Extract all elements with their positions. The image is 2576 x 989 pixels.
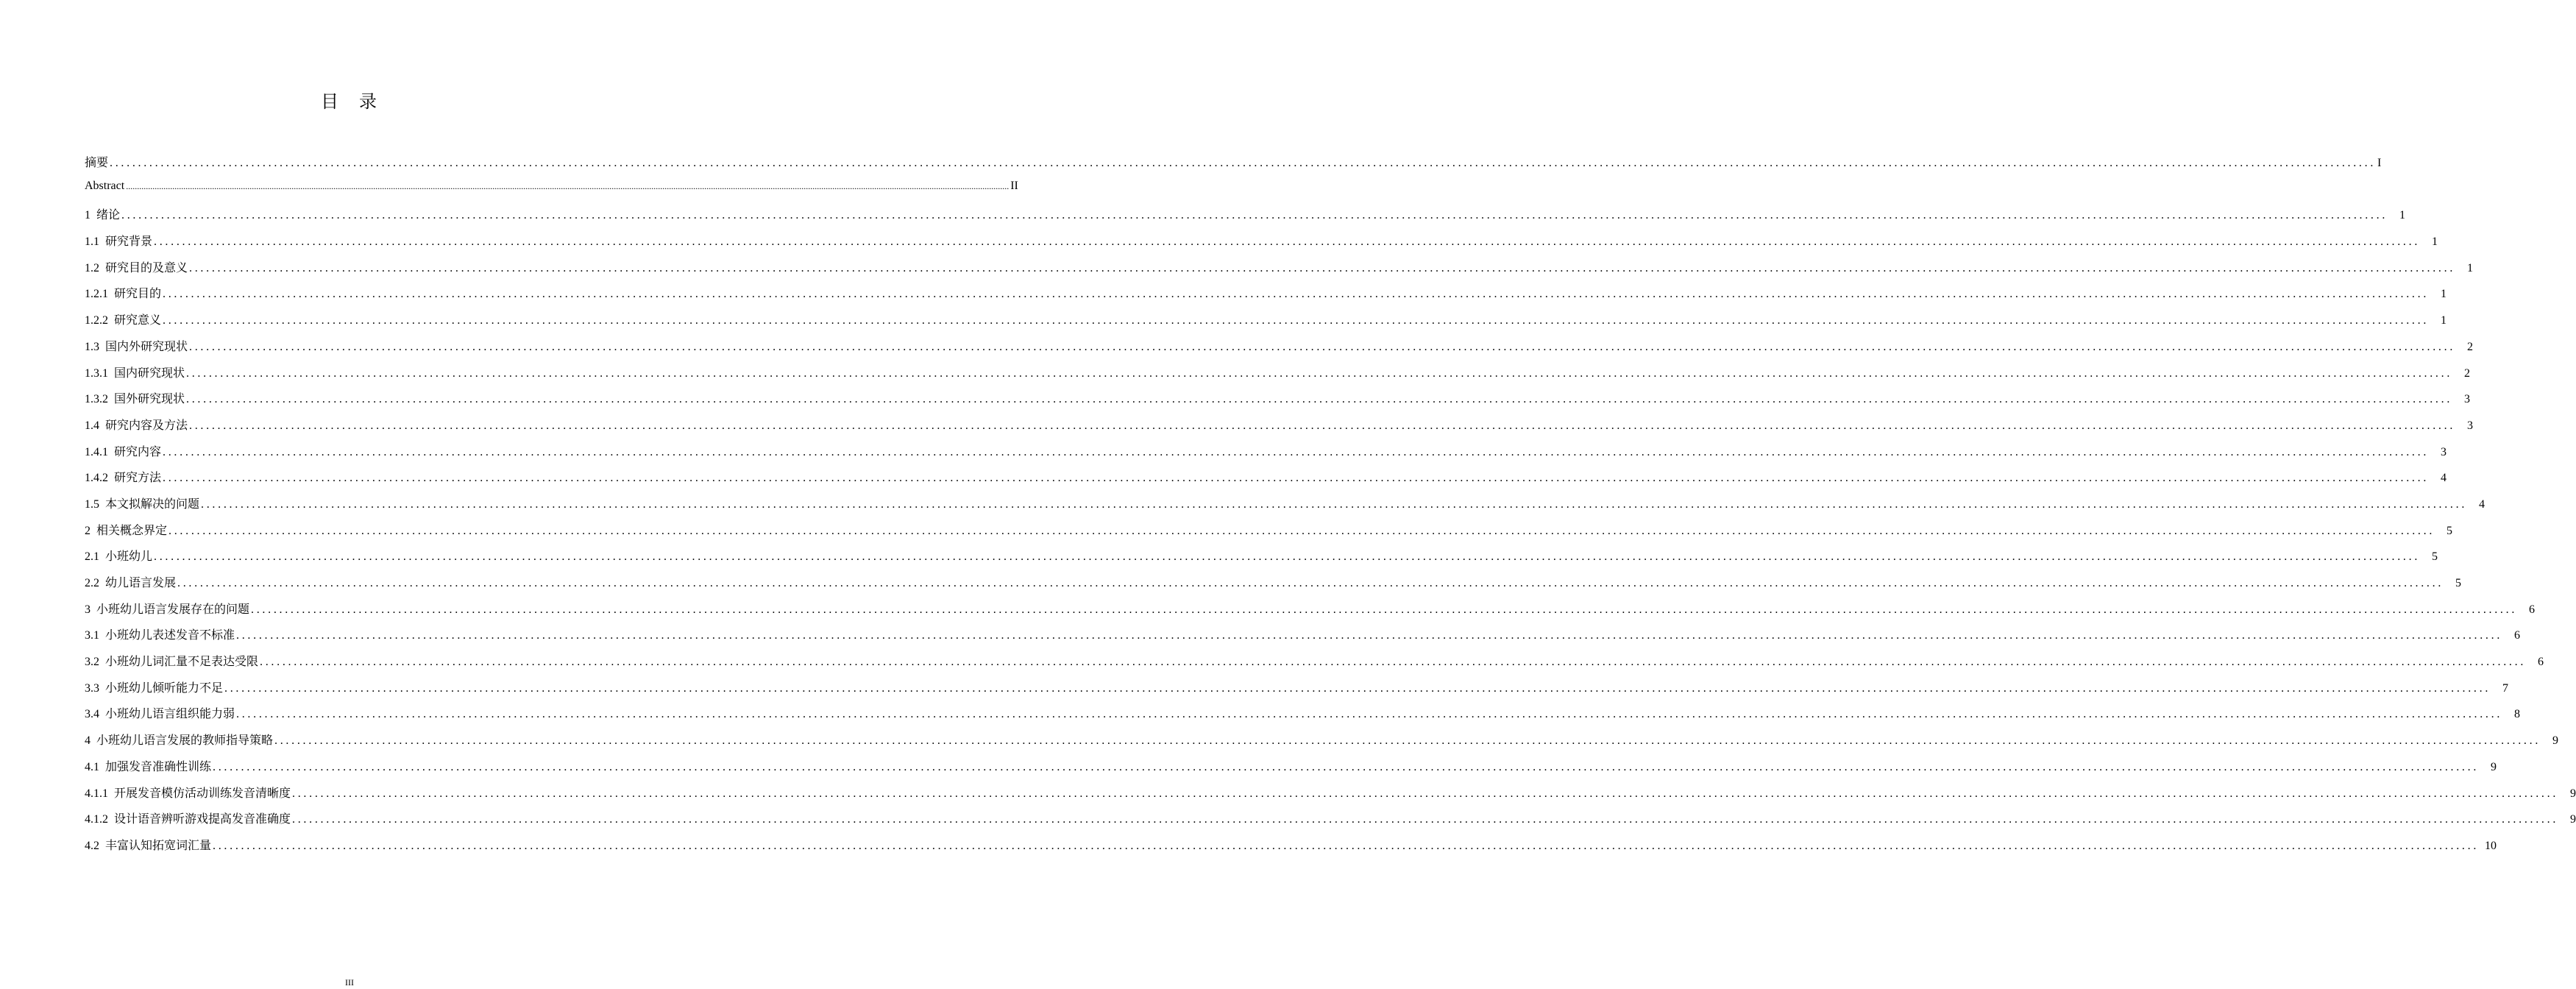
toc-entry[interactable]: [85, 468, 2447, 494]
toc-entry-title: 幼儿语言发展: [105, 577, 177, 589]
toc-entry-page: 1: [2441, 314, 2447, 327]
dot-leader: ................................................................................................................................................................................................................................................................................................................................................................................................................: [177, 577, 2444, 589]
page-number-footer: III: [345, 977, 354, 988]
toc-entry-label: [85, 678, 223, 695]
toc-entry[interactable]: [85, 521, 2453, 547]
toc-entry-label: [85, 573, 176, 590]
toc-entry-title: 小班幼儿词汇量不足表达受限: [105, 656, 259, 669]
toc-entry-page: 10: [2485, 839, 2497, 852]
toc-entry-number: 1.2.1: [85, 288, 108, 301]
toc-entry-title: 研究目的及意义: [105, 261, 188, 274]
toc-entry-label: [85, 494, 199, 511]
toc-entry-title: Abstract: [85, 179, 125, 192]
toc-entry[interactable]: [85, 179, 1018, 206]
dot-leader: ................................................................................................................................................................................................................................................................................................................................................................................................................: [154, 550, 2421, 564]
toc-entry-page: 5: [2447, 524, 2453, 537]
toc-entry[interactable]: [85, 731, 2559, 757]
toc-entry-label: [85, 731, 273, 748]
toc-entry[interactable]: [85, 442, 2447, 469]
toc-entry-number: 1: [85, 209, 91, 222]
toc-entry-label: [85, 284, 161, 301]
dot-leader: ................................................................................................................................................................................................................................................................................................................................................................................................................: [163, 445, 2430, 458]
toc-entry-number: 4: [85, 734, 91, 748]
toc-entry[interactable]: [85, 784, 2576, 810]
toc-entry-title: 国内外研究现状: [105, 340, 188, 353]
toc-entry-title: 小班幼儿倾听能力不足: [105, 681, 224, 695]
toc-entry-page: 1: [2441, 288, 2447, 301]
toc-entry-title: 摘要: [85, 157, 109, 169]
toc-entry-number: 3.1: [85, 629, 99, 642]
dot-leader: ................................................................................................................................................................................................................................................................................................................................................................................................................: [224, 681, 2491, 695]
dot-leader: ................................................................................................................................................................................................................................................................................................................................................................................................................: [168, 524, 2435, 537]
toc-entry-page: 2: [2464, 366, 2471, 380]
toc-entry-number: 1.3: [85, 340, 99, 353]
toc-entry-page: I: [2377, 157, 2382, 169]
dot-leader: ................................................................................................................................................................................................................................................................................................................................................................................................................: [186, 393, 2453, 406]
toc-entry-title: 研究内容: [114, 445, 162, 458]
dot-leader: ................................................................................................................................................................................................................................................................................................................................................................................................................: [163, 314, 2430, 327]
toc-entry-number: 3.2: [85, 656, 99, 669]
toc-entry-page: 1: [2432, 235, 2438, 249]
dot-leader: ................................................................................................................................................................................................................................................................................................................................................................................................................: [236, 708, 2503, 721]
toc-entry-label: [85, 757, 211, 774]
toc-entry-title: 研究目的: [114, 288, 162, 301]
dot-leader: ................................................................................................................................................................................................................................................................................................................................................................................................................: [201, 497, 2468, 511]
toc-entry-label: [85, 836, 211, 853]
toc-entry-title: 研究方法: [114, 472, 162, 485]
toc-entry-number: 3.3: [85, 681, 99, 695]
toc-entry-page: 8: [2514, 708, 2521, 721]
toc-entry-number: 4.1.2: [85, 813, 108, 826]
toc-entry-title: 研究背景: [105, 235, 153, 249]
toc-entry-label: [85, 416, 188, 433]
toc-entry[interactable]: [85, 678, 2509, 705]
toc-entry-page: 1: [2467, 261, 2474, 274]
toc-entry-label: [85, 153, 108, 170]
dot-leader: ................................................................................................................................................................................................................................................................................................................................................................................................................: [186, 366, 2453, 380]
dot-leader: ................................................................................................................................................................................................................................................................................................................................................................................................................: [163, 472, 2430, 485]
toc-entry[interactable]: [85, 416, 2474, 442]
toc-entry[interactable]: [85, 337, 2474, 364]
toc-entry-title: 研究意义: [114, 314, 162, 327]
toc-entry-number: 2: [85, 524, 91, 537]
dot-leader: ................................................................................................................................................................................................................................................................................................................................................................................................................: [260, 656, 2527, 669]
toc-entry-label: [85, 600, 249, 617]
toc-entry-title: 绪论: [96, 209, 121, 222]
toc-heading-left: 目: [321, 91, 340, 112]
toc-entry-number: 1.2: [85, 261, 99, 274]
toc-entry-number: 4.1.1: [85, 787, 108, 800]
toc-entry-page: 9: [2570, 787, 2576, 800]
dot-leader: ................................................................................................................................................................................................................................................................................................................................................................................................................: [163, 288, 2430, 301]
toc-entry-title: 小班幼儿语言发展存在的问题: [96, 603, 250, 616]
toc-entry[interactable]: [85, 284, 2447, 311]
dot-leader: ................................................................................................................................................................................................................................................................................................................................................................................................................: [189, 261, 2456, 274]
toc-entry-page: 6: [2529, 603, 2536, 616]
dot-leader: ................................................................................................................................................................................................................................................................................................................................................................................................................: [154, 235, 2421, 249]
toc-entry-number: 1.4.1: [85, 445, 108, 458]
toc-entry-title: 丰富认知拓宽词汇量: [105, 839, 212, 852]
dot-leader: ................................................................................................................................................................................................................................................................................................................................................................................................................: [213, 839, 2480, 852]
toc-entry-number: 3.4: [85, 708, 99, 721]
dot-leader: ................................................................................................................................................................................................................................................................................................................................................................................................................: [251, 603, 2518, 616]
toc-entry-page: 9: [2570, 813, 2576, 826]
toc-entry-title: 本文拟解决的问题: [105, 497, 200, 511]
toc-entry-title: 小班幼儿: [105, 550, 153, 564]
toc-entry-label: [85, 180, 124, 193]
toc-entry-number: 1.2.2: [85, 314, 108, 327]
toc-entry-number: 1.4.2: [85, 472, 108, 485]
toc-entry-page: 4: [2479, 497, 2485, 511]
toc-entry-title: 相关概念界定: [96, 524, 168, 537]
toc-heading-right: 录: [359, 91, 378, 112]
toc-entry-page: 3: [2464, 393, 2471, 406]
table-of-contents: [85, 153, 2576, 862]
toc-entry-number: 2.2: [85, 577, 99, 589]
toc-entry[interactable]: [85, 311, 2447, 337]
toc-entry-title: 小班幼儿语言发展的教师指导策略: [96, 734, 274, 748]
toc-entry-title: 小班幼儿语言组织能力弱: [105, 708, 235, 721]
toc-entry-label: [85, 468, 161, 485]
toc-entry-number: 1.4: [85, 419, 99, 432]
toc-entry[interactable]: [85, 600, 2536, 626]
dot-leader: ................................................................................................................................................................................................................................................................................................................................................................................................................: [110, 157, 2377, 169]
dot-leader: ................................................................................................................................................................................................................................................................................................................................................................................................................: [126, 180, 1010, 191]
dot-leader: ................................................................................................................................................................................................................................................................................................................................................................................................................: [236, 629, 2503, 642]
toc-entry-title: 国内研究现状: [114, 366, 185, 380]
toc-entry[interactable]: [85, 153, 2382, 180]
toc-entry-page: 1: [2399, 209, 2406, 222]
toc-entry-page: 6: [2538, 656, 2544, 669]
toc-entry-title: 设计语音辨听游戏提高发音准确度: [114, 813, 291, 826]
dot-leader: ................................................................................................................................................................................................................................................................................................................................................................................................................: [121, 209, 2388, 222]
toc-entry[interactable]: [85, 547, 2438, 573]
toc-entry-page: 3: [2467, 419, 2474, 432]
toc-entry-title: 研究内容及方法: [105, 419, 188, 432]
dot-leader: ................................................................................................................................................................................................................................................................................................................................................................................................................: [213, 760, 2480, 773]
toc-heading: [0, 87, 699, 113]
toc-entry-page: 5: [2455, 577, 2462, 589]
toc-entry-number: 3: [85, 603, 91, 616]
toc-entry-number: 1.5: [85, 497, 99, 511]
toc-entry[interactable]: [85, 258, 2474, 285]
toc-entry[interactable]: [85, 757, 2497, 784]
toc-entry-page: 7: [2502, 681, 2509, 695]
dot-leader: ................................................................................................................................................................................................................................................................................................................................................................................................................: [292, 813, 2559, 826]
toc-entry[interactable]: [85, 573, 2462, 600]
toc-entry-label: [85, 442, 161, 459]
toc-entry-label: [85, 625, 235, 642]
toc-entry-page: 9: [2552, 734, 2559, 748]
toc-entry-label: [85, 337, 188, 354]
toc-entry-label: [85, 389, 185, 406]
toc-entry-number: 4.2: [85, 839, 99, 852]
toc-entry[interactable]: [85, 232, 2438, 258]
toc-entry-label: [85, 652, 258, 669]
toc-entry-label: [85, 809, 291, 826]
dot-leader: ................................................................................................................................................................................................................................................................................................................................................................................................................: [274, 734, 2541, 748]
toc-entry-number: 4.1: [85, 760, 99, 773]
toc-entry[interactable]: [85, 652, 2544, 678]
toc-entry-title: 国外研究现状: [114, 393, 185, 406]
toc-entry-page: 5: [2432, 550, 2438, 564]
toc-entry-label: [85, 547, 152, 564]
toc-entry[interactable]: [85, 364, 2471, 390]
toc-entry-page: II: [1010, 179, 1018, 192]
toc-entry-page: 3: [2441, 445, 2447, 458]
toc-entry[interactable]: [85, 625, 2521, 652]
toc-entry-label: [85, 704, 235, 721]
toc-entry-label: [85, 311, 161, 327]
toc-entry-page: 6: [2514, 629, 2521, 642]
toc-entry[interactable]: [85, 494, 2485, 521]
toc-entry-title: 开展发音模仿活动训练发音清晰度: [114, 787, 291, 800]
toc-entry-number: 1.3.2: [85, 393, 108, 406]
dot-leader: ................................................................................................................................................................................................................................................................................................................................................................................................................: [292, 787, 2559, 800]
dot-leader: ................................................................................................................................................................................................................................................................................................................................................................................................................: [189, 340, 2456, 353]
toc-entry-page: 9: [2491, 760, 2497, 773]
toc-entry-page: 4: [2441, 472, 2447, 485]
toc-entry[interactable]: [85, 704, 2521, 731]
toc-entry-number: 1.3.1: [85, 366, 108, 380]
toc-entry-title: 加强发音准确性训练: [105, 760, 212, 773]
toc-entry[interactable]: [85, 389, 2471, 416]
toc-entry-title: 小班幼儿表述发音不标准: [105, 629, 235, 642]
toc-entry-label: [85, 258, 188, 275]
toc-entry[interactable]: [85, 836, 2497, 862]
toc-entry-label: [85, 364, 185, 380]
toc-entry[interactable]: [85, 205, 2406, 232]
toc-entry-label: [85, 232, 152, 249]
toc-entry-number: 1.1: [85, 235, 99, 249]
toc-entry-label: [85, 521, 167, 538]
toc-entry-label: [85, 205, 120, 222]
toc-entry[interactable]: [85, 809, 2576, 836]
toc-entry-page: 2: [2467, 340, 2474, 353]
dot-leader: ................................................................................................................................................................................................................................................................................................................................................................................................................: [189, 419, 2456, 432]
toc-entry-label: [85, 784, 291, 801]
toc-entry-number: 2.1: [85, 550, 99, 564]
